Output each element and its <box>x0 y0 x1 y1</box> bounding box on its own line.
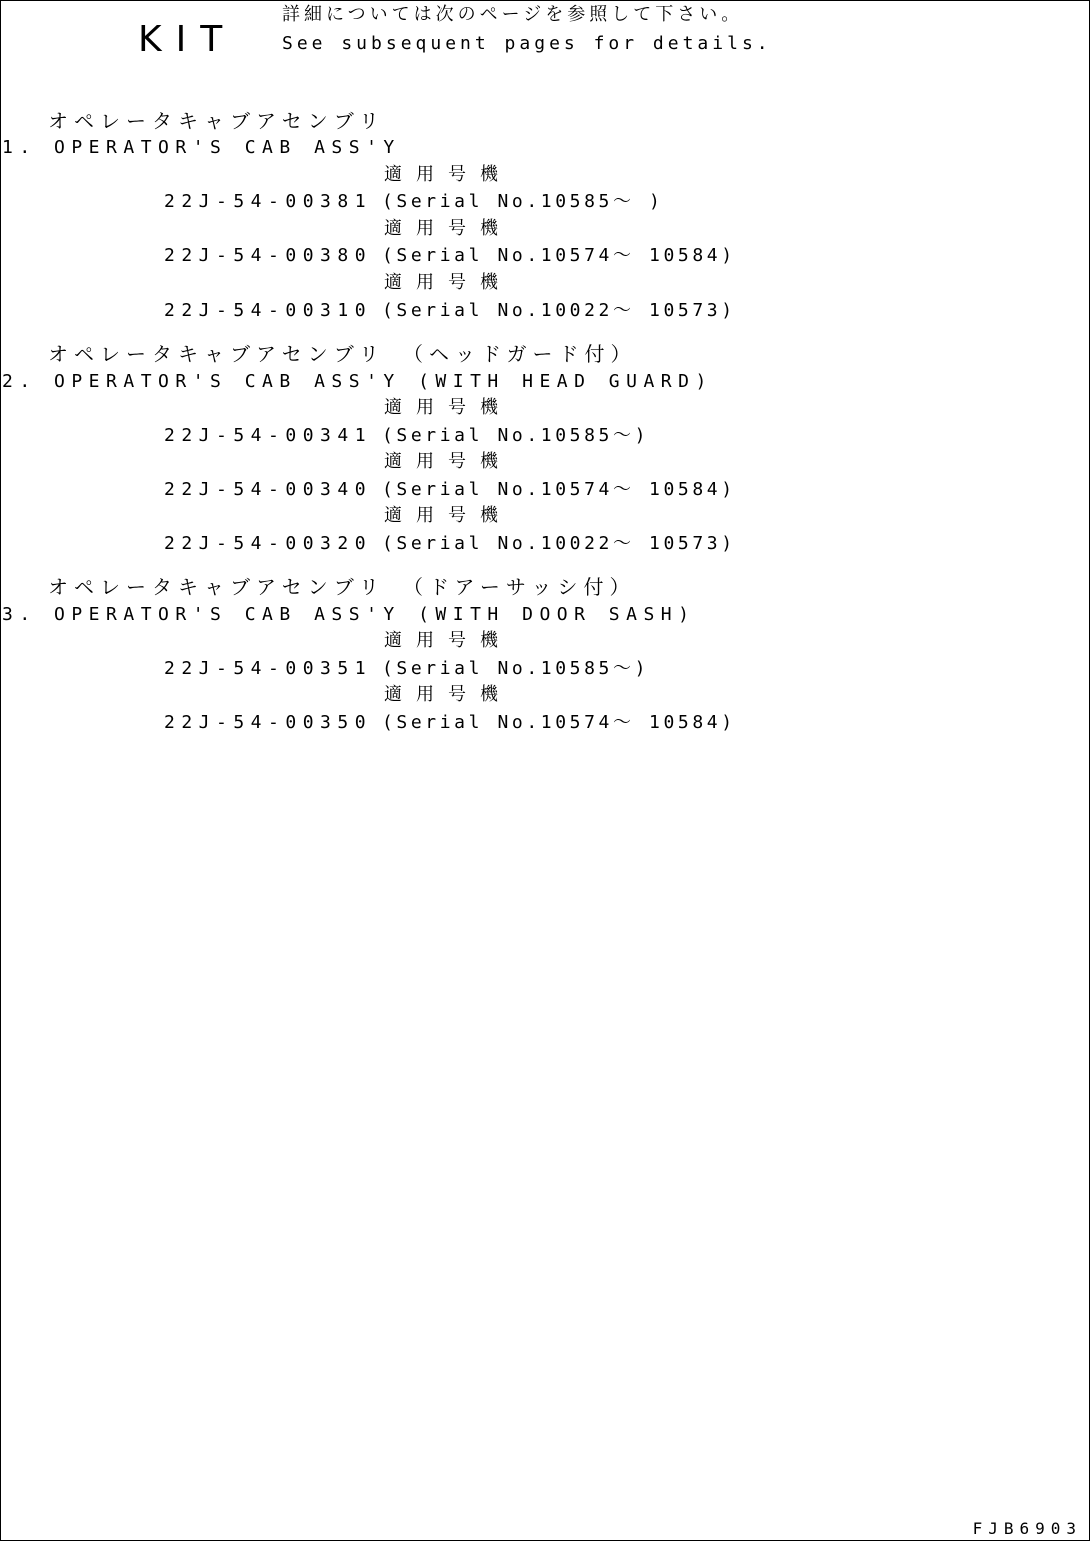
serial-range: (Serial No.10022～ 10573) <box>382 533 736 554</box>
part-number: 22J-54-00310 <box>164 300 373 321</box>
part-number: 22J-54-00380 <box>164 245 373 266</box>
applicable-serial-label: 適用号機 <box>384 630 512 651</box>
applicable-serial-label: 適用号機 <box>384 164 512 185</box>
part-number: 22J-54-00381 <box>164 191 373 212</box>
figure-code: FJB6903 <box>972 1519 1082 1538</box>
assembly-2-title-en: 2. OPERATOR'S CAB ASS'Y (WITH HEAD GUARD) <box>2 371 713 392</box>
serial-range: (Serial No.10585～ ) <box>382 191 664 212</box>
serial-range: (Serial No.10574～ 10584) <box>382 712 736 733</box>
applicable-serial-label: 適用号機 <box>384 451 512 472</box>
note-japanese: 詳細については次のページを参照して下さい。 <box>282 4 744 25</box>
kit-label: KIT <box>138 19 237 60</box>
serial-range: (Serial No.10585～) <box>382 425 650 446</box>
assembly-3-title-jp: オペレータキャブアセンブリ （ドアーサッシ付） <box>48 575 636 599</box>
note-english: See subsequent pages for details. <box>282 33 772 54</box>
serial-range: (Serial No.10022～ 10573) <box>382 300 736 321</box>
part-number: 22J-54-00340 <box>164 479 373 500</box>
assembly-2-title-jp: オペレータキャブアセンブリ （ヘッドガード付） <box>48 342 637 366</box>
applicable-serial-label: 適用号機 <box>384 684 512 705</box>
part-number: 22J-54-00350 <box>164 712 373 733</box>
applicable-serial-label: 適用号機 <box>384 218 512 239</box>
part-number: 22J-54-00351 <box>164 658 373 679</box>
serial-range: (Serial No.10574～ 10584) <box>382 245 736 266</box>
serial-range: (Serial No.10585～) <box>382 658 650 679</box>
assembly-3-title-en: 3. OPERATOR'S CAB ASS'Y (WITH DOOR SASH) <box>2 604 696 625</box>
part-number: 22J-54-00320 <box>164 533 373 554</box>
applicable-serial-label: 適用号機 <box>384 505 512 526</box>
part-number: 22J-54-00341 <box>164 425 373 446</box>
serial-range: (Serial No.10574～ 10584) <box>382 479 736 500</box>
applicable-serial-label: 適用号機 <box>384 397 512 418</box>
assembly-1-title-jp: オペレータキャブアセンブリ <box>48 109 385 133</box>
applicable-serial-label: 適用号機 <box>384 272 512 293</box>
assembly-1-title-en: 1. OPERATOR'S CAB ASS'Y <box>2 137 401 158</box>
